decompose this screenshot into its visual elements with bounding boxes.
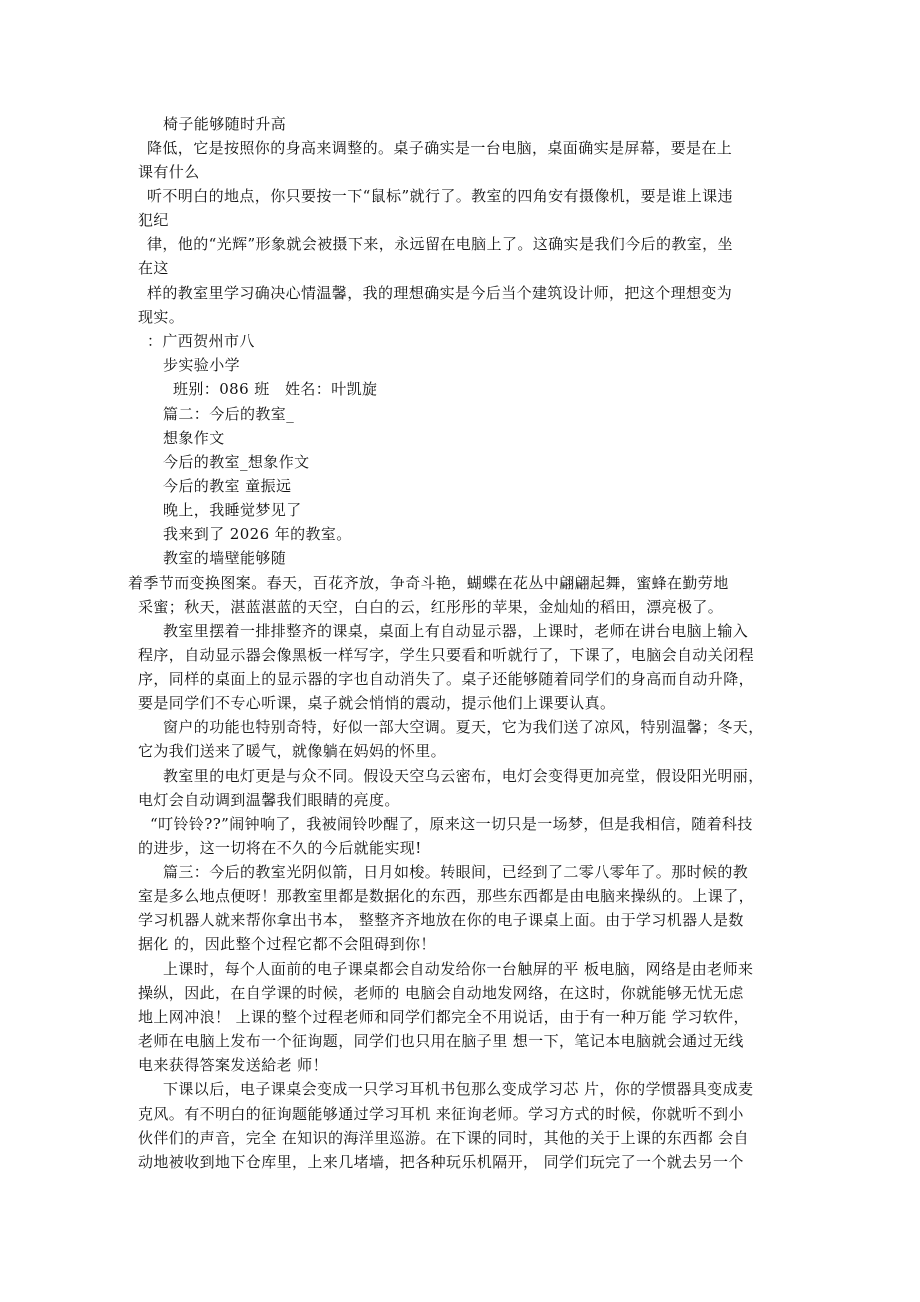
- text-line: 在这: [138, 259, 169, 277]
- text-line: 序，同样的桌面上的显示器的字也自动消失了。桌子还能够随着同学们的身高而自动升降，: [138, 670, 755, 688]
- text-line: 今后的教室 童振远: [163, 477, 292, 495]
- text-line: 伙伴们的声音，完全 在知识的海洋里巡游。在下课的同时，其他的关于上课的东西都 会自: [138, 1129, 749, 1147]
- text-line: 程序，自动显示器会像黑板一样写字，学生只要看和听就行了，下课了，电脑会自动关闭程: [138, 646, 755, 664]
- text-line: 听不明白的地点，你只要按一下“鼠标”就行了。教室的四角安有摄像机，要是谁上课违: [147, 187, 733, 205]
- text-line: 今后的教室_想象作文: [163, 453, 310, 471]
- text-line: 老师在电脑上发布一个征询题，同学们也只用在脑子里 想一下，笔记本电脑就会通过无线: [138, 1032, 744, 1050]
- text-line: 采蜜；秋天，湛蓝湛蓝的天空，白白的云，红彤彤的苹果，金灿灿的稻田，漂亮极了。: [138, 598, 724, 616]
- text-line: 椅子能够随时升高: [163, 115, 287, 133]
- text-line: 课有什么: [138, 163, 200, 181]
- text-line: 篇二：今后的教室_: [163, 405, 295, 423]
- text-line: 克风。有不明白的征询题能够通过学习耳机 来征询老师。学习方式的时候，你就听不到小: [138, 1105, 744, 1123]
- text-line: 步实验小学: [163, 356, 241, 374]
- text-line: 它为我们送来了暖气，就像躺在妈妈的怀里。: [138, 742, 447, 760]
- text-line: 降低，它是按照你的身高来调整的。桌子确实是一台电脑，桌面确实是屏幕，要是在上: [147, 139, 733, 157]
- text-line: 窗户的功能也特别奇特，好似一部大空调。夏天，它为我们送了凉风，特别温馨；冬天，: [163, 718, 764, 736]
- text-line: 的进步，这一切将在不久的今后就能实现!: [138, 839, 422, 857]
- text-line: 电来获得答案发送給老 师！: [138, 1056, 328, 1074]
- text-line: 地上网冲浪！ 上课的整个过程老师和同学们都完全不用说话，由于有一种万能 学习软件，: [138, 1008, 749, 1026]
- text-line: 动地被收到地下仓库里，上来几堵墙，把各种玩乐机隔开， 同学们玩完了一个就去另一个: [138, 1153, 744, 1171]
- text-line: 要是同学们不专心听课，桌子就会悄悄的震动，提示他们上课要认真。: [138, 694, 616, 712]
- text-line: 样的教室里学习确决心情温馨，我的理想确实是今后当个建筑设计师，把这个理想变为: [147, 284, 733, 302]
- text-line: 我来到了 2026 年的教室。: [163, 525, 352, 543]
- text-line: 犯纪: [138, 211, 169, 229]
- text-line: 学习机器人就来帮你拿出书本， 整整齐齐地放在你的电子课桌上面。由于学习机器人是数: [138, 911, 744, 929]
- text-line: 室是多么地点便呀！那教室里都是数据化的东西，那些东西都是由电脑来操纵的。上课了，: [138, 887, 755, 905]
- text-line: 据化 的，因此整个过程它都不会阻碍到你！: [138, 935, 436, 953]
- text-line: 着季节而变换图案。春天，百花齐放，争奇斗艳，蝴蝶在花丛中翩翩起舞，蜜蜂在勤劳地: [128, 574, 729, 592]
- text-line: 下课以后，电子课桌会变成一只学习耳机书包那么变成学习芯 片，你的学惯器具变成麦: [163, 1080, 754, 1098]
- text-line: 教室里摆着一排排整齐的课桌，桌面上有自动显示器，上课时，老师在讲台电脑上输入: [163, 622, 749, 640]
- text-line: 现实。: [138, 308, 185, 326]
- text-line: 想象作文: [163, 429, 225, 447]
- text-line: “叮铃铃??”闹钟响了，我被闹铃吵醒了，原来这一切只是一场梦，但是我相信，随着科技: [150, 815, 753, 833]
- text-line: 晚上，我睡觉梦见了: [163, 501, 302, 519]
- text-line: 篇三：今后的教室光阴似箭，日月如梭。转眼间，已经到了二零八零年了。那时候的教: [163, 863, 749, 881]
- text-line: ：广西贺州市八: [147, 332, 255, 350]
- text-line: 班别：086 班 姓名：叶凯旋: [173, 380, 378, 398]
- text-line: 教室里的电灯更是与众不同。假设天空乌云密布，电灯会变得更加亮堂，假设阳光明丽，: [163, 767, 764, 785]
- text-line: 上课时，每个人面前的电子课桌都会自动发给你一台触屏的平 板电脑，网络是由老师来: [163, 960, 754, 978]
- text-line: 教室的墙壁能够随: [163, 549, 287, 567]
- text-line: 电灯会自动调到温馨我们眼睛的亮度。: [138, 791, 400, 809]
- text-line: 操纵，因此，在自学课的时候，老师的 电脑会自动地发网络，在这时，你就能够无忧无虑: [138, 984, 744, 1002]
- text-line: 律，他的“光辉”形象就会被摄下来，永远留在电脑上了。这确实是我们今后的教室，坐: [147, 235, 733, 253]
